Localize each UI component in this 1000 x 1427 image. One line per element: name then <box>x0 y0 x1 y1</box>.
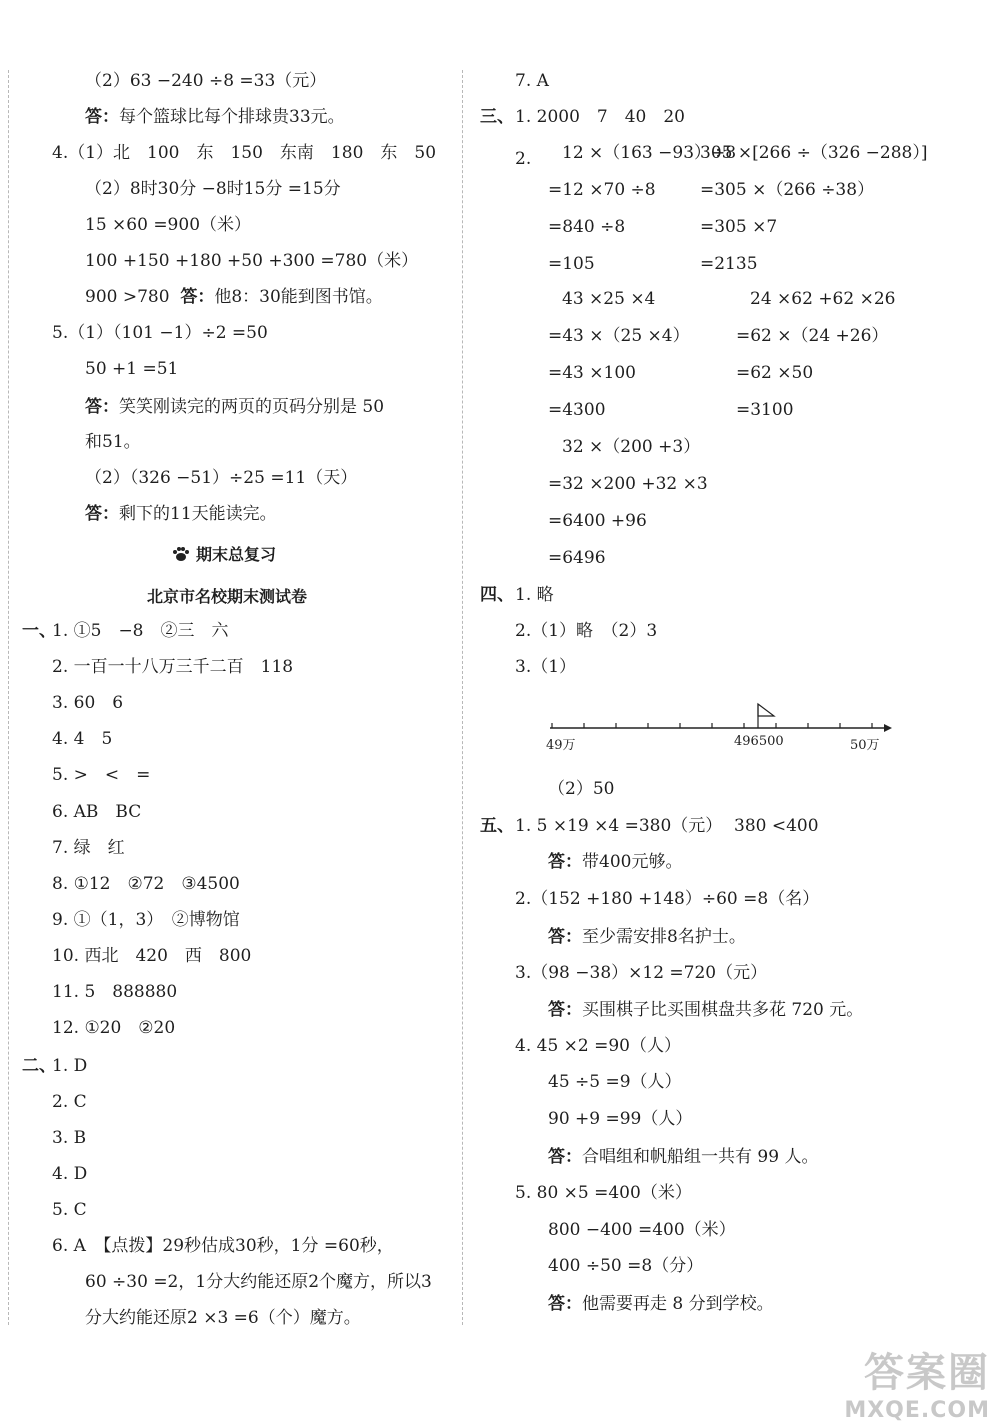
answer-line: 10. 西北 420 西 800 <box>52 945 252 966</box>
answer-line <box>548 1293 774 1315</box>
answer-line: 1. D <box>52 1056 88 1076</box>
answer-line: （2）8时30分 −8时15分 =15分 <box>85 179 341 199</box>
answer-line: 2. C <box>52 1092 87 1112</box>
answer-line: =6400 +96 <box>548 511 647 531</box>
answer-line: 1. 2000 7 40 20 <box>515 107 685 127</box>
answer-line <box>85 396 384 418</box>
answer-line: 1. 略 <box>515 585 554 605</box>
answer-line: =6496 <box>548 548 606 568</box>
answer-line: 45 ÷5 =9（人） <box>548 1072 682 1092</box>
answer-line: =3100 <box>736 400 794 420</box>
answer-line <box>548 926 746 948</box>
answer-line <box>85 503 277 525</box>
answer-line: 5. > < = <box>52 765 151 786</box>
answer-text: 笑笑刚读完的两页的页码分别是 50 <box>119 397 385 417</box>
answer-line: 6. A 【点拨】29秒估成30秒，1分 =60秒， <box>52 1236 394 1256</box>
answer-line: 15 ×60 =900（米） <box>85 215 252 235</box>
site-watermark <box>844 1341 990 1423</box>
answer-line: 1. ①5 −8 ②三 六 <box>52 621 229 641</box>
section-label: 五、 <box>480 816 514 836</box>
answer-text: 剩下的11天能读完。 <box>119 504 277 524</box>
answer-line: 2. 一百一十八万三千二百 118 <box>52 657 294 678</box>
answer-line: =4300 <box>548 400 606 420</box>
answer-line <box>548 999 863 1021</box>
answer-line: 2.（1）略 （2）3 <box>515 621 658 641</box>
answer-line: 7. 绿 红 <box>52 837 125 858</box>
answer-line: 4. 45 ×2 =90（人） <box>515 1036 681 1056</box>
answer-label: 答： <box>548 1294 582 1314</box>
answer-text: 合唱组和帆船组一共有 99 人。 <box>582 1147 819 1167</box>
answer-line: 32 ×（200 +3） <box>562 437 701 457</box>
answer-line: 305 ×[266 ÷（326 −288）] <box>700 143 928 163</box>
answer-line: 400 ÷50 =8（分） <box>548 1256 704 1276</box>
answer-text: 他8：30能到图书馆。 <box>214 287 383 307</box>
answer-line: =105 <box>548 254 595 274</box>
answer-line: 分大约能还原2 ×3 =6（个）魔方。 <box>85 1308 361 1328</box>
answer-label: 答： <box>548 1147 582 1167</box>
answer-line: 5. C <box>52 1200 87 1220</box>
answer-line: =2135 <box>700 254 758 274</box>
answer-text: 每个篮球比每个排球贵33元。 <box>119 107 345 127</box>
answer-label: 答： <box>85 504 119 524</box>
answer-line: 3. 60 6 <box>52 693 124 714</box>
number-line-label-end: 50万 <box>850 738 880 753</box>
heading-text: 期末总复习 <box>196 545 277 564</box>
answer-line: 7. A <box>515 71 549 91</box>
number-line-label-mark: 496500 <box>734 734 784 749</box>
answer-line: 2.（152 +180 +148）÷60 =8（名） <box>515 889 820 909</box>
answer-line: 100 +150 +180 +50 +300 =780（米） <box>85 251 419 271</box>
answer-line: 11. 5 888880 <box>52 982 178 1002</box>
answer-line: 24 ×62 +62 ×26 <box>750 289 896 309</box>
paw-icon <box>172 546 190 562</box>
answer-label: 答： <box>85 107 119 127</box>
number-line-label-start: 49万 <box>546 738 576 753</box>
answer-label: 答： <box>548 1000 582 1020</box>
answer-line <box>548 1146 818 1168</box>
answer-line: 和51。 <box>85 432 141 452</box>
answer-label: 答： <box>548 927 582 947</box>
section-label: 一、 <box>22 621 56 641</box>
answer-label: 答： <box>180 287 215 307</box>
answer-line: 2. <box>515 149 532 169</box>
answer-line: 43 ×25 ×4 <box>562 289 656 309</box>
answer-line: =12 ×70 ÷8 <box>548 180 656 200</box>
answer-line: 90 +9 =99（人） <box>548 1109 693 1129</box>
section-label: 四、 <box>480 585 514 605</box>
answer-line: （2）50 <box>548 779 615 799</box>
answer-line: 12. ①20 ②20 <box>52 1018 176 1039</box>
answer-line: 380 <400 <box>734 816 819 836</box>
left-margin-divider <box>8 70 9 1325</box>
watermark-top: 答案圈 <box>864 1350 990 1396</box>
answer-line: 12 ×（163 −93）÷8 <box>562 143 737 163</box>
answer-line: 1. 5 ×19 ×4 =380（元） <box>515 816 723 836</box>
answer-line: =62 ×50 <box>736 363 814 383</box>
answer-label: 答： <box>548 852 582 872</box>
answer-line: 5. 80 ×5 =400（米） <box>515 1183 692 1203</box>
answer-line: =32 ×200 +32 ×3 <box>548 474 708 494</box>
test-title: 北京市名校期末测试卷 <box>147 587 308 606</box>
answer-line: =305 ×7 <box>700 217 778 237</box>
answer-line <box>85 106 345 128</box>
answer-text: 至少需安排8名护士。 <box>582 927 746 947</box>
watermark-bottom: MXQE.COM <box>844 1398 990 1423</box>
answer-line <box>548 851 682 873</box>
answer-text: 900 >780 <box>85 287 170 307</box>
answer-line: 800 −400 =400（米） <box>548 1220 736 1240</box>
answer-line: 6. AB BC <box>52 801 142 822</box>
number-line <box>548 700 898 760</box>
answer-line <box>85 286 383 308</box>
answer-line: 3.（98 −38）×12 =720（元） <box>515 963 768 983</box>
answer-line: （2）（326 −51）÷25 =11（天） <box>85 468 358 488</box>
answer-line: =62 ×（24 +26） <box>736 326 889 346</box>
answer-line: 4. 4 5 <box>52 729 113 750</box>
answer-line: （2）63 −240 ÷8 =33（元） <box>85 71 327 91</box>
answer-line: 5.（1）（101 −1）÷2 =50 <box>52 323 268 343</box>
answer-line: =43 ×100 <box>548 363 636 383</box>
answer-line: 9. ①（1，3） ②博物馆 <box>52 909 240 930</box>
answer-line: 8. ①12 ②72 ③4500 <box>52 873 240 894</box>
answer-line: 4.（1）北 100 东 150 东南 180 东 50 <box>52 143 437 163</box>
answer-text: 买围棋子比买围棋盘共多花 720 元。 <box>582 1000 864 1020</box>
answer-line: =305 ×（266 ÷38） <box>700 180 875 200</box>
column-divider <box>462 70 463 1325</box>
answer-line: 3.（1） <box>515 657 577 677</box>
section-heading <box>172 542 276 565</box>
number-line-graphic <box>548 700 898 740</box>
answer-line: 4. D <box>52 1164 88 1184</box>
answer-line: 50 +1 =51 <box>85 359 179 379</box>
section-label: 二、 <box>22 1056 56 1076</box>
answer-label: 答： <box>85 397 119 417</box>
section-label: 三、 <box>480 107 514 127</box>
answer-line: =43 ×（25 ×4） <box>548 326 690 346</box>
answer-line: 60 ÷30 =2，1分大约能还原2个魔方，所以3 <box>85 1272 432 1292</box>
answer-text: 他需要再走 8 分到学校。 <box>582 1294 774 1314</box>
answer-text: 带400元够。 <box>582 852 683 872</box>
answer-line: =840 ÷8 <box>548 217 626 237</box>
answer-line: 3. B <box>52 1128 87 1148</box>
